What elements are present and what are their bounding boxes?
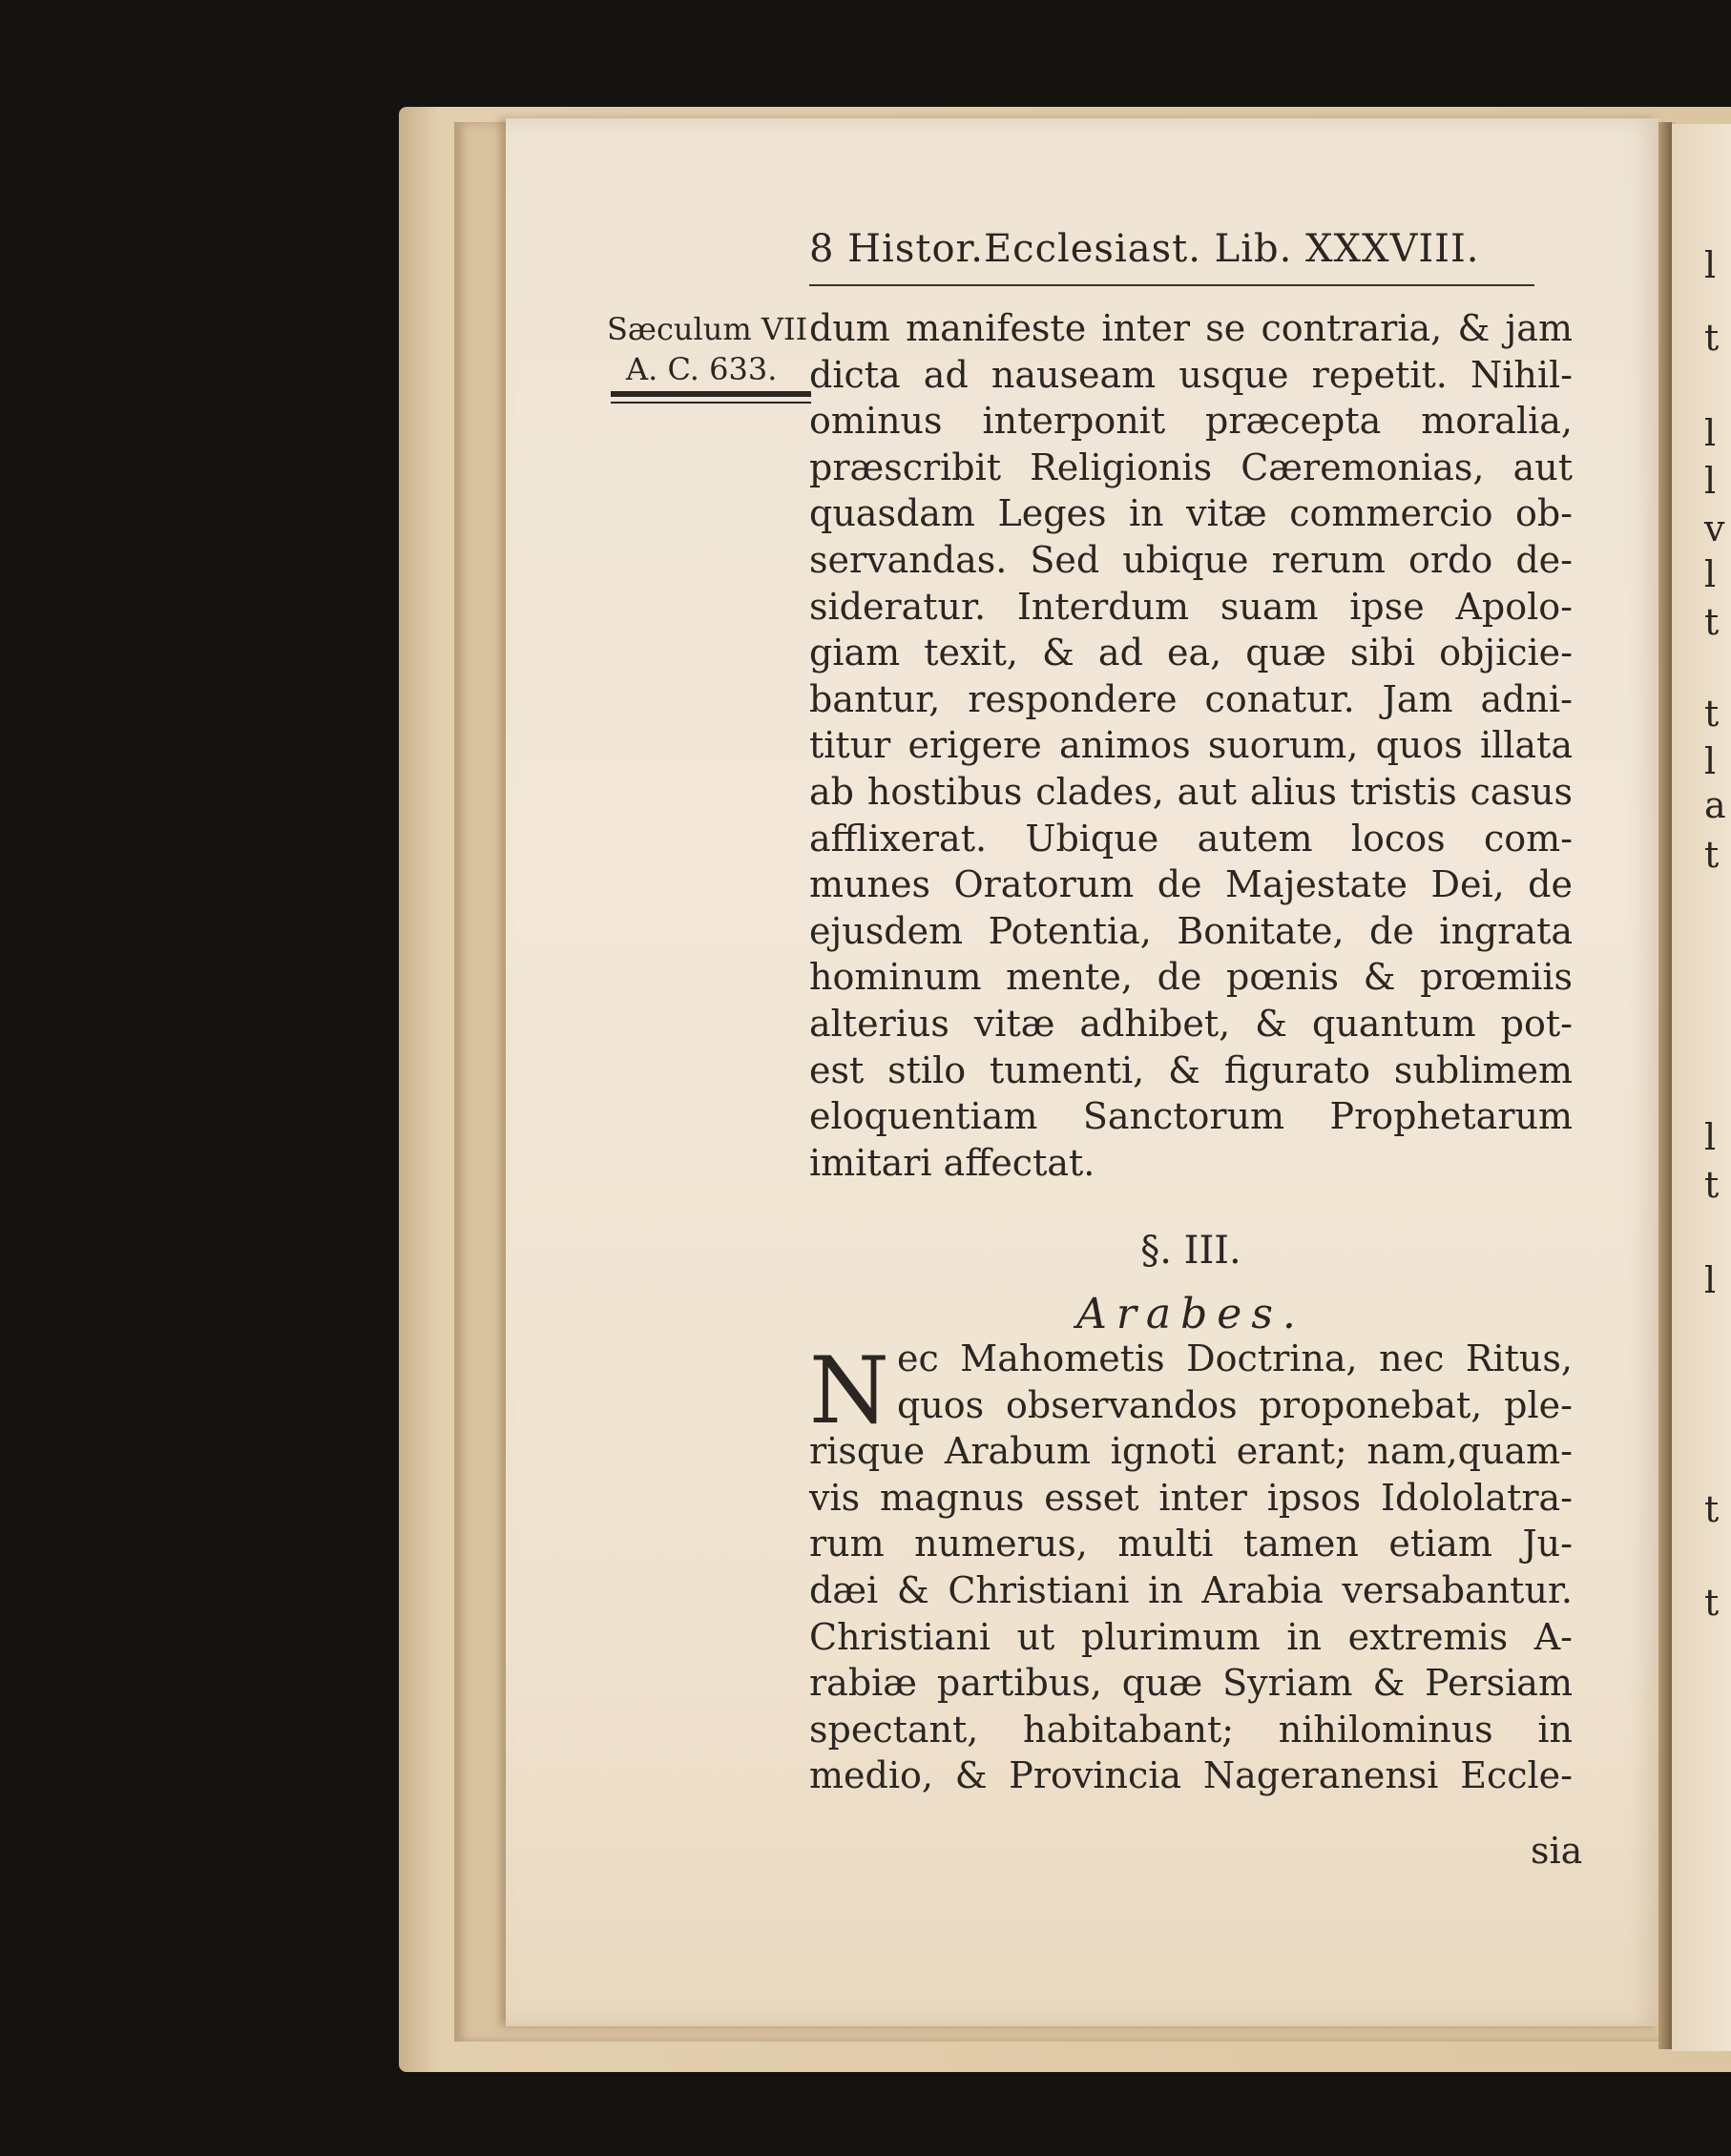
facing-letter: l	[1704, 553, 1717, 595]
text-line: est stilo tumenti, & figurato sublimem	[809, 1048, 1573, 1091]
text-line: imitari affectat.	[809, 1141, 1095, 1184]
facing-letter: a	[1704, 784, 1726, 826]
facing-letter: t	[1704, 1582, 1720, 1624]
text-line: ab hostibus clades, aut alius tristis casus	[809, 770, 1573, 813]
book-gutter	[1658, 122, 1672, 2049]
facing-letter: l	[1704, 412, 1717, 454]
text-line: eloquentiam Sanctorum Prophetarum	[809, 1095, 1573, 1138]
text-line: dum manifeste inter se contraria, & jam	[809, 307, 1573, 349]
text-line: medio, & Provincia Nageranensi Eccle-	[809, 1754, 1573, 1797]
running-header: 8 Histor.Ecclesiast. Lib. XXXVIII.	[809, 227, 1480, 271]
text-line: risque Arabum ignoti erant; nam,quam-	[809, 1430, 1573, 1473]
text-line: dæi & Christiani in Arabia versabantur.	[809, 1568, 1573, 1611]
header-rule	[809, 284, 1534, 286]
margin-note-century: Sæculum VII	[607, 311, 808, 347]
margin-note-year: A. C. 633.	[626, 351, 778, 387]
section-number: §. III.	[1140, 1229, 1241, 1273]
facing-letter: l	[1704, 1259, 1717, 1301]
margin-rule-thin	[611, 402, 811, 404]
drop-cap: N	[809, 1337, 889, 1444]
text-line: munes Oratorum de Majestate Dei, de	[809, 863, 1573, 906]
text-line: quasdam Leges in vitæ commercio ob-	[809, 492, 1573, 535]
text-line: hominum mente, de pœnis & prœmiis	[809, 956, 1573, 999]
facing-letter: t	[1704, 1164, 1720, 1206]
section-title: Arabes.	[1076, 1290, 1305, 1338]
text-line: ec Mahometis Doctrina, nec Ritus,	[897, 1337, 1573, 1379]
facing-letter: t	[1704, 1488, 1720, 1530]
text-line: servandas. Sed ubique rerum ordo de-	[809, 538, 1573, 581]
facing-letter: t	[1704, 693, 1720, 735]
facing-letter: t	[1704, 834, 1720, 876]
facing-letter: t	[1704, 317, 1720, 359]
text-line: afflixerat. Ubique autem locos com-	[809, 817, 1573, 860]
facing-letter: l	[1704, 740, 1717, 782]
facing-letter: t	[1704, 601, 1720, 643]
facing-letter: v	[1704, 508, 1725, 549]
text-line: sideratur. Interdum suam ipse Apolo-	[809, 585, 1573, 628]
text-line: rum numerus, multi tamen etiam Ju-	[809, 1523, 1573, 1565]
text-line: giam texit, & ad ea, quæ sibi objicie-	[809, 632, 1573, 674]
text-line: bantur, respondere conatur. Jam adni-	[809, 677, 1573, 720]
text-line: Christiani ut plurimum in extremis A-	[809, 1615, 1573, 1658]
facing-letter: l	[1704, 1116, 1717, 1158]
text-line: vis magnus esset inter ipsos Idololatra-	[809, 1476, 1573, 1519]
text-line: alterius vitæ adhibet, & quantum pot-	[809, 1002, 1573, 1045]
text-line: præscribit Religionis Cæremonias, aut	[809, 446, 1573, 488]
section-body-text	[809, 1336, 1573, 1799]
catchword: sia	[1531, 1830, 1583, 1872]
margin-rule	[611, 391, 811, 397]
text-line: quos observandos proponebat, ple-	[897, 1383, 1573, 1426]
text-line: ejusdem Potentia, Bonitate, de ingrata	[809, 909, 1573, 952]
text-line: dicta ad nauseam usque repetit. Nihil-	[809, 353, 1573, 396]
facing-letter: l	[1704, 460, 1717, 502]
text-line: rabiæ partibus, quæ Syriam & Persiam	[809, 1662, 1573, 1705]
text-line: titur erigere animos suorum, quos illata	[809, 724, 1573, 767]
text-line: ominus interponit præcepta moralia,	[809, 400, 1573, 443]
body-text	[809, 305, 1573, 1186]
text-line: spectant, habitabant; nihilominus in	[809, 1708, 1573, 1751]
facing-page-edge	[1672, 124, 1731, 2051]
facing-letter: l	[1704, 244, 1717, 286]
